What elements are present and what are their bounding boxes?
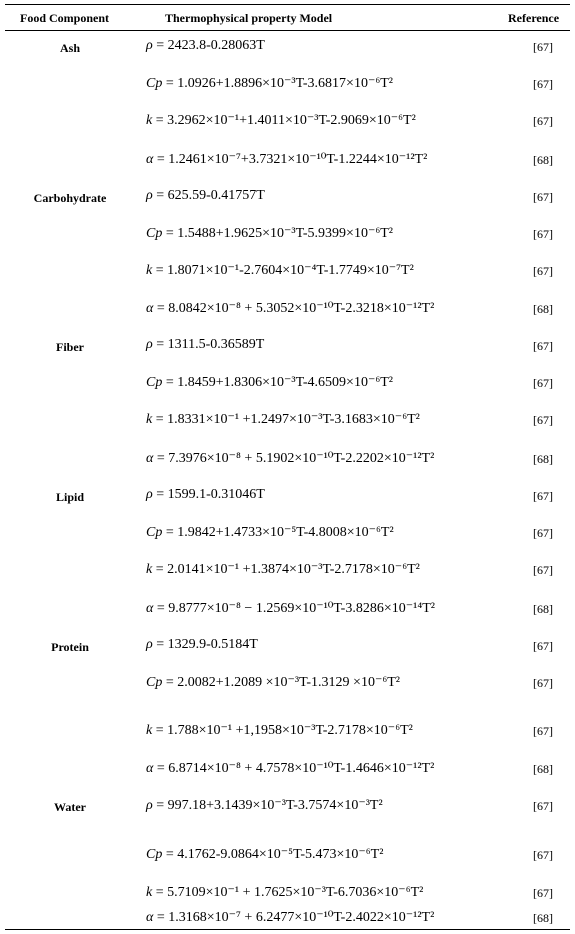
model-cell (146, 524, 394, 541)
reference-cell: [67] (533, 799, 553, 813)
model-equation: = 1329.9-0.5184T (152, 637, 258, 652)
header-reference: Reference (508, 11, 560, 25)
food-component-cell: Fiber (56, 340, 84, 354)
property-symbol: k (146, 562, 153, 577)
model-equation: = 1311.5-0.36589T (152, 337, 265, 352)
property-symbol: Cp (146, 76, 163, 91)
model-equation: = 2.0082+1.2089 ×10⁻³T-1.3129 ×10⁻⁶T² (162, 675, 400, 690)
property-symbol: Cp (146, 375, 163, 390)
table-row (0, 450, 575, 470)
model-equation: = 1.9842+1.4733×10⁻⁵T-4.8008×10⁻⁶T² (162, 525, 394, 540)
model-cell (146, 225, 393, 242)
table-row (0, 722, 575, 742)
model-cell (146, 374, 393, 391)
reference-cell: [67] (533, 563, 553, 577)
model-cell (146, 797, 383, 814)
reference-cell: [68] (533, 602, 553, 616)
table-bottom-rule (5, 929, 570, 930)
table-top-rule (5, 4, 570, 5)
table-row (0, 884, 575, 904)
reference-cell: [67] (533, 40, 553, 54)
table-row (0, 262, 575, 282)
property-symbol: ρ (146, 637, 153, 652)
header-model: Thermophysical property Model (165, 11, 333, 25)
model-cell (146, 337, 264, 353)
model-cell (146, 262, 414, 279)
reference-cell: [67] (533, 489, 553, 503)
property-symbol: ρ (146, 337, 153, 352)
table-row (0, 225, 575, 245)
reference-cell: [67] (533, 190, 553, 204)
food-component-cell: Water (54, 800, 86, 814)
property-symbol: Cp (146, 675, 163, 690)
table-row (0, 637, 575, 657)
model-equation: = 1.2461×10⁻⁷+3.7321×10⁻¹⁰T-1.2244×10⁻¹²T² (153, 152, 428, 167)
model-cell (146, 450, 434, 467)
model-equation: = 2.0141×10⁻¹ +1.3874×10⁻³T-2.7178×10⁻⁶T² (152, 562, 420, 577)
model-equation: = 1.3168×10⁻⁷ + 6.2477×10⁻¹⁰T-2.4022×10⁻¹²T² (153, 910, 435, 925)
property-symbol: ρ (146, 487, 153, 502)
reference-cell: [67] (533, 639, 553, 653)
reference-cell: [67] (533, 114, 553, 128)
model-cell (146, 637, 258, 653)
model-equation: = 1.5488+1.9625×10⁻³T-5.9399×10⁻⁶T² (162, 226, 393, 241)
model-cell (146, 561, 420, 578)
model-cell (146, 909, 434, 926)
reference-cell: [68] (533, 153, 553, 167)
model-equation: = 1.0926+1.8896×10⁻³T-3.6817×10⁻⁶T² (162, 76, 393, 91)
reference-cell: [68] (533, 452, 553, 466)
property-symbol: α (146, 451, 154, 466)
reference-cell: [67] (533, 848, 553, 862)
reference-cell: [67] (533, 724, 553, 738)
model-equation: = 625.59-0.41757T (152, 188, 265, 203)
property-symbol: Cp (146, 847, 163, 862)
model-equation: = 997.18+3.1439×10⁻³T-3.7574×10⁻³T² (152, 798, 383, 813)
table-row (0, 188, 575, 208)
model-cell (146, 884, 423, 901)
model-cell (146, 75, 393, 92)
model-cell (146, 674, 400, 691)
table-row (0, 674, 575, 694)
table-row (0, 760, 575, 780)
table-row (0, 112, 575, 132)
model-cell (146, 600, 435, 617)
reference-cell: [67] (533, 77, 553, 91)
model-cell (146, 722, 413, 739)
header-food-component: Food Component (20, 11, 110, 25)
reference-cell: [67] (533, 413, 553, 427)
model-equation: = 1.788×10⁻¹ +1,1958×10⁻³T-2.7178×10⁻⁶T² (152, 723, 413, 738)
model-cell (146, 38, 265, 54)
model-cell (146, 487, 265, 503)
model-cell (146, 846, 383, 863)
table-row (0, 337, 575, 357)
reference-cell: [67] (533, 264, 553, 278)
reference-cell: [67] (533, 526, 553, 540)
model-equation: = 5.7109×10⁻¹ + 1.7625×10⁻³T-6.7036×10⁻⁶T² (152, 885, 424, 900)
table-row (0, 524, 575, 544)
header-rule (5, 30, 570, 31)
model-cell (146, 112, 416, 129)
reference-cell: [67] (533, 886, 553, 900)
model-cell (146, 760, 434, 777)
model-equation: = 8.0842×10⁻⁸ + 5.3052×10⁻¹⁰T-2.3218×10⁻¹²T² (153, 301, 435, 316)
model-equation: = 9.8777×10⁻⁸ − 1.2569×10⁻¹⁰T-3.8286×10⁻¹⁴T² (153, 601, 435, 616)
table-row (0, 300, 575, 320)
reference-cell: [68] (533, 302, 553, 316)
model-cell (146, 411, 420, 428)
reference-cell: [68] (533, 911, 553, 925)
property-symbol: ρ (146, 798, 153, 813)
model-equation: = 3.2962×10⁻¹+1.4011×10⁻³T-2.9069×10⁻⁶T² (152, 113, 416, 128)
property-symbol: k (146, 263, 153, 278)
property-symbol: Cp (146, 525, 163, 540)
table-row (0, 561, 575, 581)
table-row (0, 600, 575, 620)
table-row (0, 374, 575, 394)
table-row (0, 909, 575, 929)
property-symbol: α (146, 301, 154, 316)
property-symbol: k (146, 885, 153, 900)
model-equation: = 6.8714×10⁻⁸ + 4.7578×10⁻¹⁰T-1.4646×10⁻¹²T² (153, 761, 435, 776)
property-symbol: ρ (146, 188, 153, 203)
property-symbol: α (146, 601, 154, 616)
model-equation: = 1599.1-0.31046T (152, 487, 265, 502)
model-cell (146, 300, 434, 317)
food-component-cell: Lipid (55, 490, 85, 504)
property-symbol: k (146, 113, 153, 128)
table-row (0, 846, 575, 866)
model-cell (146, 151, 427, 168)
reference-cell: [67] (533, 227, 553, 241)
model-equation: = 1.8071×10⁻¹-2.7604×10⁻⁴T-1.7749×10⁻⁷T² (152, 263, 414, 278)
reference-cell: [67] (533, 376, 553, 390)
food-component-cell: Protein (51, 640, 89, 654)
property-symbol: k (146, 412, 153, 427)
model-equation: = 1.8331×10⁻¹ +1.2497×10⁻³T-3.1683×10⁻⁶T² (152, 412, 420, 427)
model-cell (146, 188, 265, 204)
property-symbol: α (146, 152, 154, 167)
table-row (0, 411, 575, 431)
property-symbol: α (146, 761, 154, 776)
table-row (0, 75, 575, 95)
model-equation: = 1.8459+1.8306×10⁻³T-4.6509×10⁻⁶T² (162, 375, 393, 390)
table-row (0, 487, 575, 507)
property-symbol: α (146, 910, 154, 925)
reference-cell: [67] (533, 676, 553, 690)
property-symbol: ρ (146, 38, 153, 53)
reference-cell: [67] (533, 339, 553, 353)
model-equation: = 7.3976×10⁻⁸ + 5.1902×10⁻¹⁰T-2.2202×10⁻¹²T² (153, 451, 435, 466)
model-equation: = 4.1762-9.0864×10⁻⁵T-5.473×10⁻⁶T² (162, 847, 384, 862)
property-symbol: Cp (146, 226, 163, 241)
property-symbol: k (146, 723, 153, 738)
table-row (0, 151, 575, 171)
model-equation: = 2423.8-0.28063T (152, 38, 265, 53)
food-component-cell: Carbohydrate (33, 191, 107, 205)
food-component-cell: Ash (59, 41, 80, 55)
table-row (0, 38, 575, 58)
table-row (0, 797, 575, 817)
reference-cell: [68] (533, 762, 553, 776)
